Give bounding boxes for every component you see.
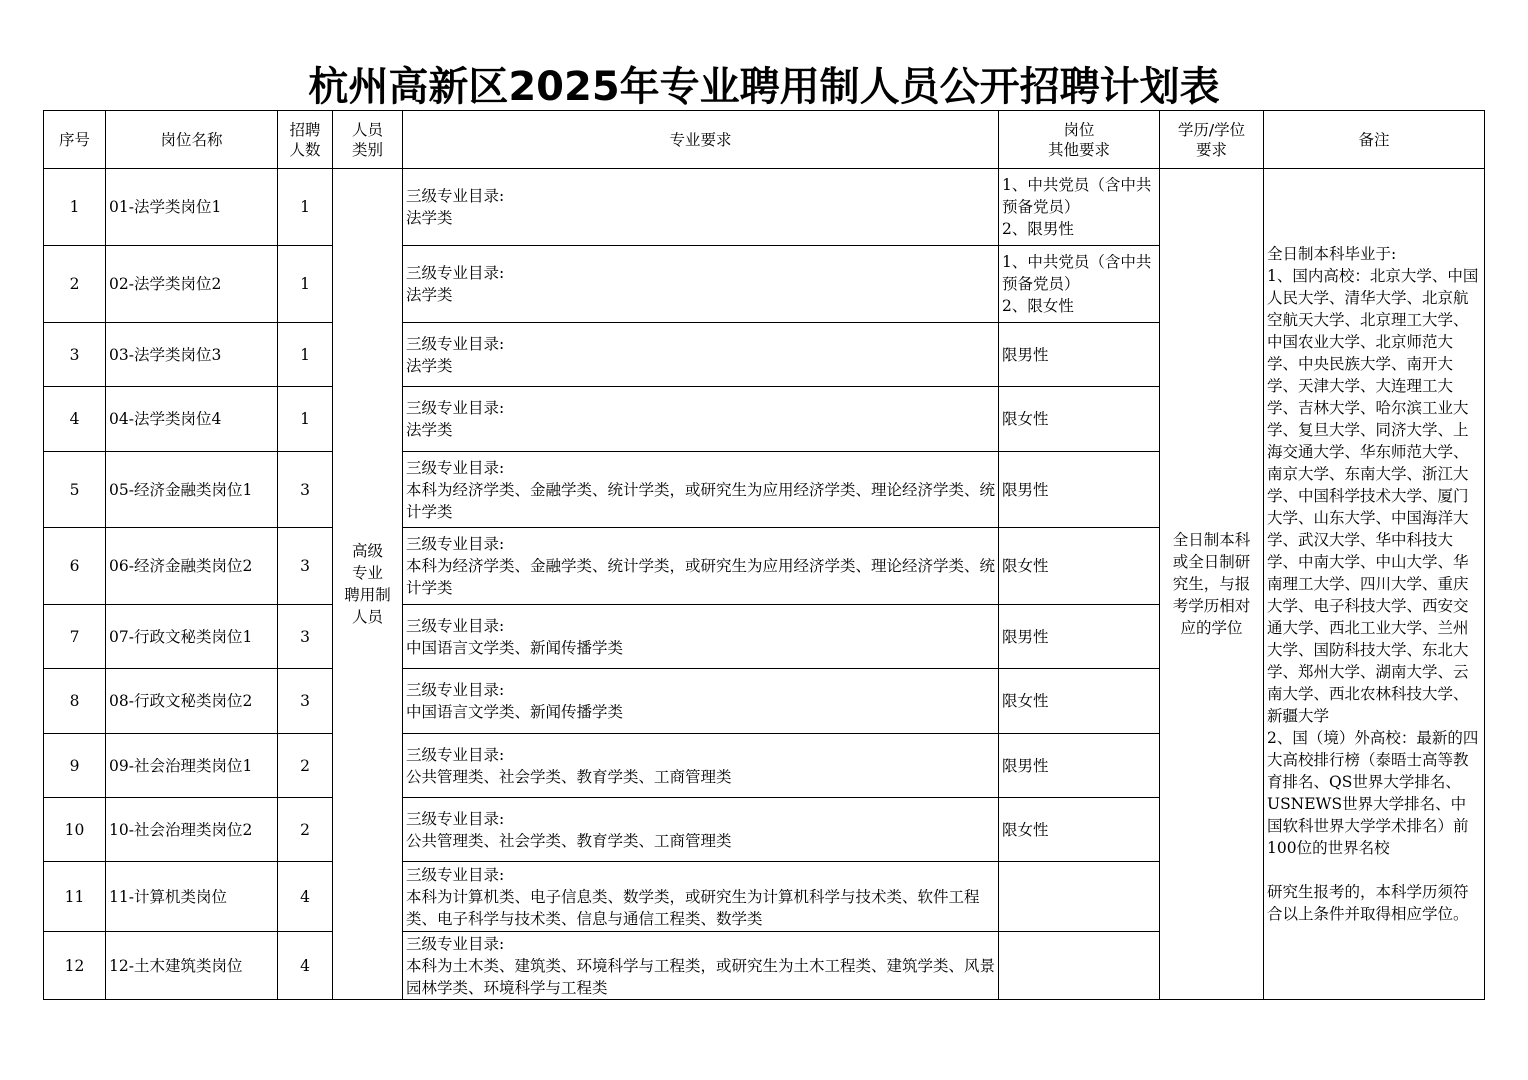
page-title: 杭州高新区2025年专业聘用制人员公开招聘计划表 (308, 64, 1220, 110)
row-position: 09-社会治理类岗位1 (106, 734, 278, 798)
row-position: 10-社会治理类岗位2 (106, 798, 278, 862)
row-count: 1 (278, 323, 333, 387)
row-other: 限女性 (999, 528, 1160, 605)
row-seq: 5 (44, 452, 106, 528)
row-major: 三级专业目录: 公共管理类、社会学类、教育学类、工商管理类 (403, 734, 999, 798)
row-major: 三级专业目录: 法学类 (403, 387, 999, 452)
row-position: 01-法学类岗位1 (106, 169, 278, 246)
row-seq: 1 (44, 169, 106, 246)
row-other: 限女性 (999, 798, 1160, 862)
row-position: 04-法学类岗位4 (106, 387, 278, 452)
row-seq: 8 (44, 669, 106, 734)
row-position: 12-土木建筑类岗位 (106, 932, 278, 1000)
remark: 全日制本科毕业于: 1、国内高校：北京大学、中国人民大学、清华大学、北京航空航天大学、北京理工大学、中国农业大学、北京师范大学、中央民族大学、南开大学、天津大学、大连理工大学、吉林大学、哈尔滨工业大学、复旦大学、同济大学、上海交通大学、华东师范大学、南京大学、东南大学、浙江大学、中国科学技术大学、厦门大学、山东大学、中国海洋大学、武汉大学、华中科技大学、中南大学、中山大学、华南理工大学、四川大学、重庆大学、电子科技大学、西安交通大学、西北工业大学、兰州大学、国防科技大学、东北大学、郑州大学、湖南大学、云南大学、西北农林科技大学、新疆大学 2、国（境）外高校：最新的四大高校排行榜（泰晤士高等教育排名、QS世界大学排名、USNEWS世界大学排名、中国软科世界大学学术排名）前100位的世界名校 研究生报考的，本科学历须符合以上条件并取得相应学位。 (1264, 169, 1485, 1000)
row-major: 三级专业目录: 法学类 (403, 169, 999, 246)
row-position: 11-计算机类岗位 (106, 862, 278, 932)
header-degree: 学历/学位 要求 (1160, 111, 1264, 169)
row-seq: 11 (44, 862, 106, 932)
row-seq: 3 (44, 323, 106, 387)
row-seq: 10 (44, 798, 106, 862)
row-count: 2 (278, 798, 333, 862)
row-position: 05-经济金融类岗位1 (106, 452, 278, 528)
header-other: 岗位 其他要求 (999, 111, 1160, 169)
row-other: 限男性 (999, 323, 1160, 387)
degree-requirement: 全日制本科 或全日制研 究生，与报 考学历相对 应的学位 (1160, 169, 1264, 1000)
row-seq: 2 (44, 246, 106, 323)
row-count: 1 (278, 169, 333, 246)
header-remark: 备注 (1264, 111, 1485, 169)
row-seq: 12 (44, 932, 106, 1000)
row-other: 限男性 (999, 605, 1160, 669)
header-count: 招聘 人数 (278, 111, 333, 169)
header-seq: 序号 (44, 111, 106, 169)
row-other: 限女性 (999, 669, 1160, 734)
row-count: 4 (278, 932, 333, 1000)
header-category: 人员 类别 (333, 111, 403, 169)
row-count: 2 (278, 734, 333, 798)
row-seq: 4 (44, 387, 106, 452)
personnel-category: 高级 专业 聘用制 人员 (333, 169, 403, 1000)
row-count: 1 (278, 387, 333, 452)
row-other: 限女性 (999, 387, 1160, 452)
header-row (44, 111, 1485, 169)
row-other (999, 932, 1160, 1000)
row-count: 3 (278, 605, 333, 669)
row-count: 3 (278, 528, 333, 605)
row-position: 08-行政文秘类岗位2 (106, 669, 278, 734)
row-other (999, 862, 1160, 932)
row-major: 三级专业目录: 中国语言文学类、新闻传播学类 (403, 605, 999, 669)
row-major: 三级专业目录: 本科为经济学类、金融学类、统计学类，或研究生为应用经济学类、理论经济学类、统计学类 (403, 528, 999, 605)
row-major: 三级专业目录: 本科为计算机类、电子信息类、数学类，或研究生为计算机科学与技术类、软件工程类、电子科学与技术类、信息与通信工程类、数学类 (403, 862, 999, 932)
table-row (44, 169, 1485, 246)
row-major: 三级专业目录: 公共管理类、社会学类、教育学类、工商管理类 (403, 798, 999, 862)
header-position: 岗位名称 (106, 111, 278, 169)
row-count: 1 (278, 246, 333, 323)
header-major: 专业要求 (403, 111, 999, 169)
row-position: 06-经济金融类岗位2 (106, 528, 278, 605)
row-count: 4 (278, 862, 333, 932)
row-major: 三级专业目录: 本科为经济学类、金融学类、统计学类，或研究生为应用经济学类、理论经济学类、统计学类 (403, 452, 999, 528)
row-seq: 7 (44, 605, 106, 669)
row-other: 1、中共党员（含中共预备党员） 2、限女性 (999, 246, 1160, 323)
row-position: 07-行政文秘类岗位1 (106, 605, 278, 669)
row-major: 三级专业目录: 法学类 (403, 323, 999, 387)
row-major: 三级专业目录: 本科为土木类、建筑类、环境科学与工程类，或研究生为土木工程类、建筑学类、风景园林学类、环境科学与工程类 (403, 932, 999, 1000)
row-position: 02-法学类岗位2 (106, 246, 278, 323)
row-other: 限男性 (999, 734, 1160, 798)
recruitment-plan-table (43, 110, 1485, 1000)
row-count: 3 (278, 669, 333, 734)
row-other: 1、中共党员（含中共预备党员） 2、限男性 (999, 169, 1160, 246)
row-seq: 6 (44, 528, 106, 605)
row-position: 03-法学类岗位3 (106, 323, 278, 387)
row-seq: 9 (44, 734, 106, 798)
row-major: 三级专业目录: 中国语言文学类、新闻传播学类 (403, 669, 999, 734)
row-count: 3 (278, 452, 333, 528)
row-other: 限男性 (999, 452, 1160, 528)
row-major: 三级专业目录: 法学类 (403, 246, 999, 323)
